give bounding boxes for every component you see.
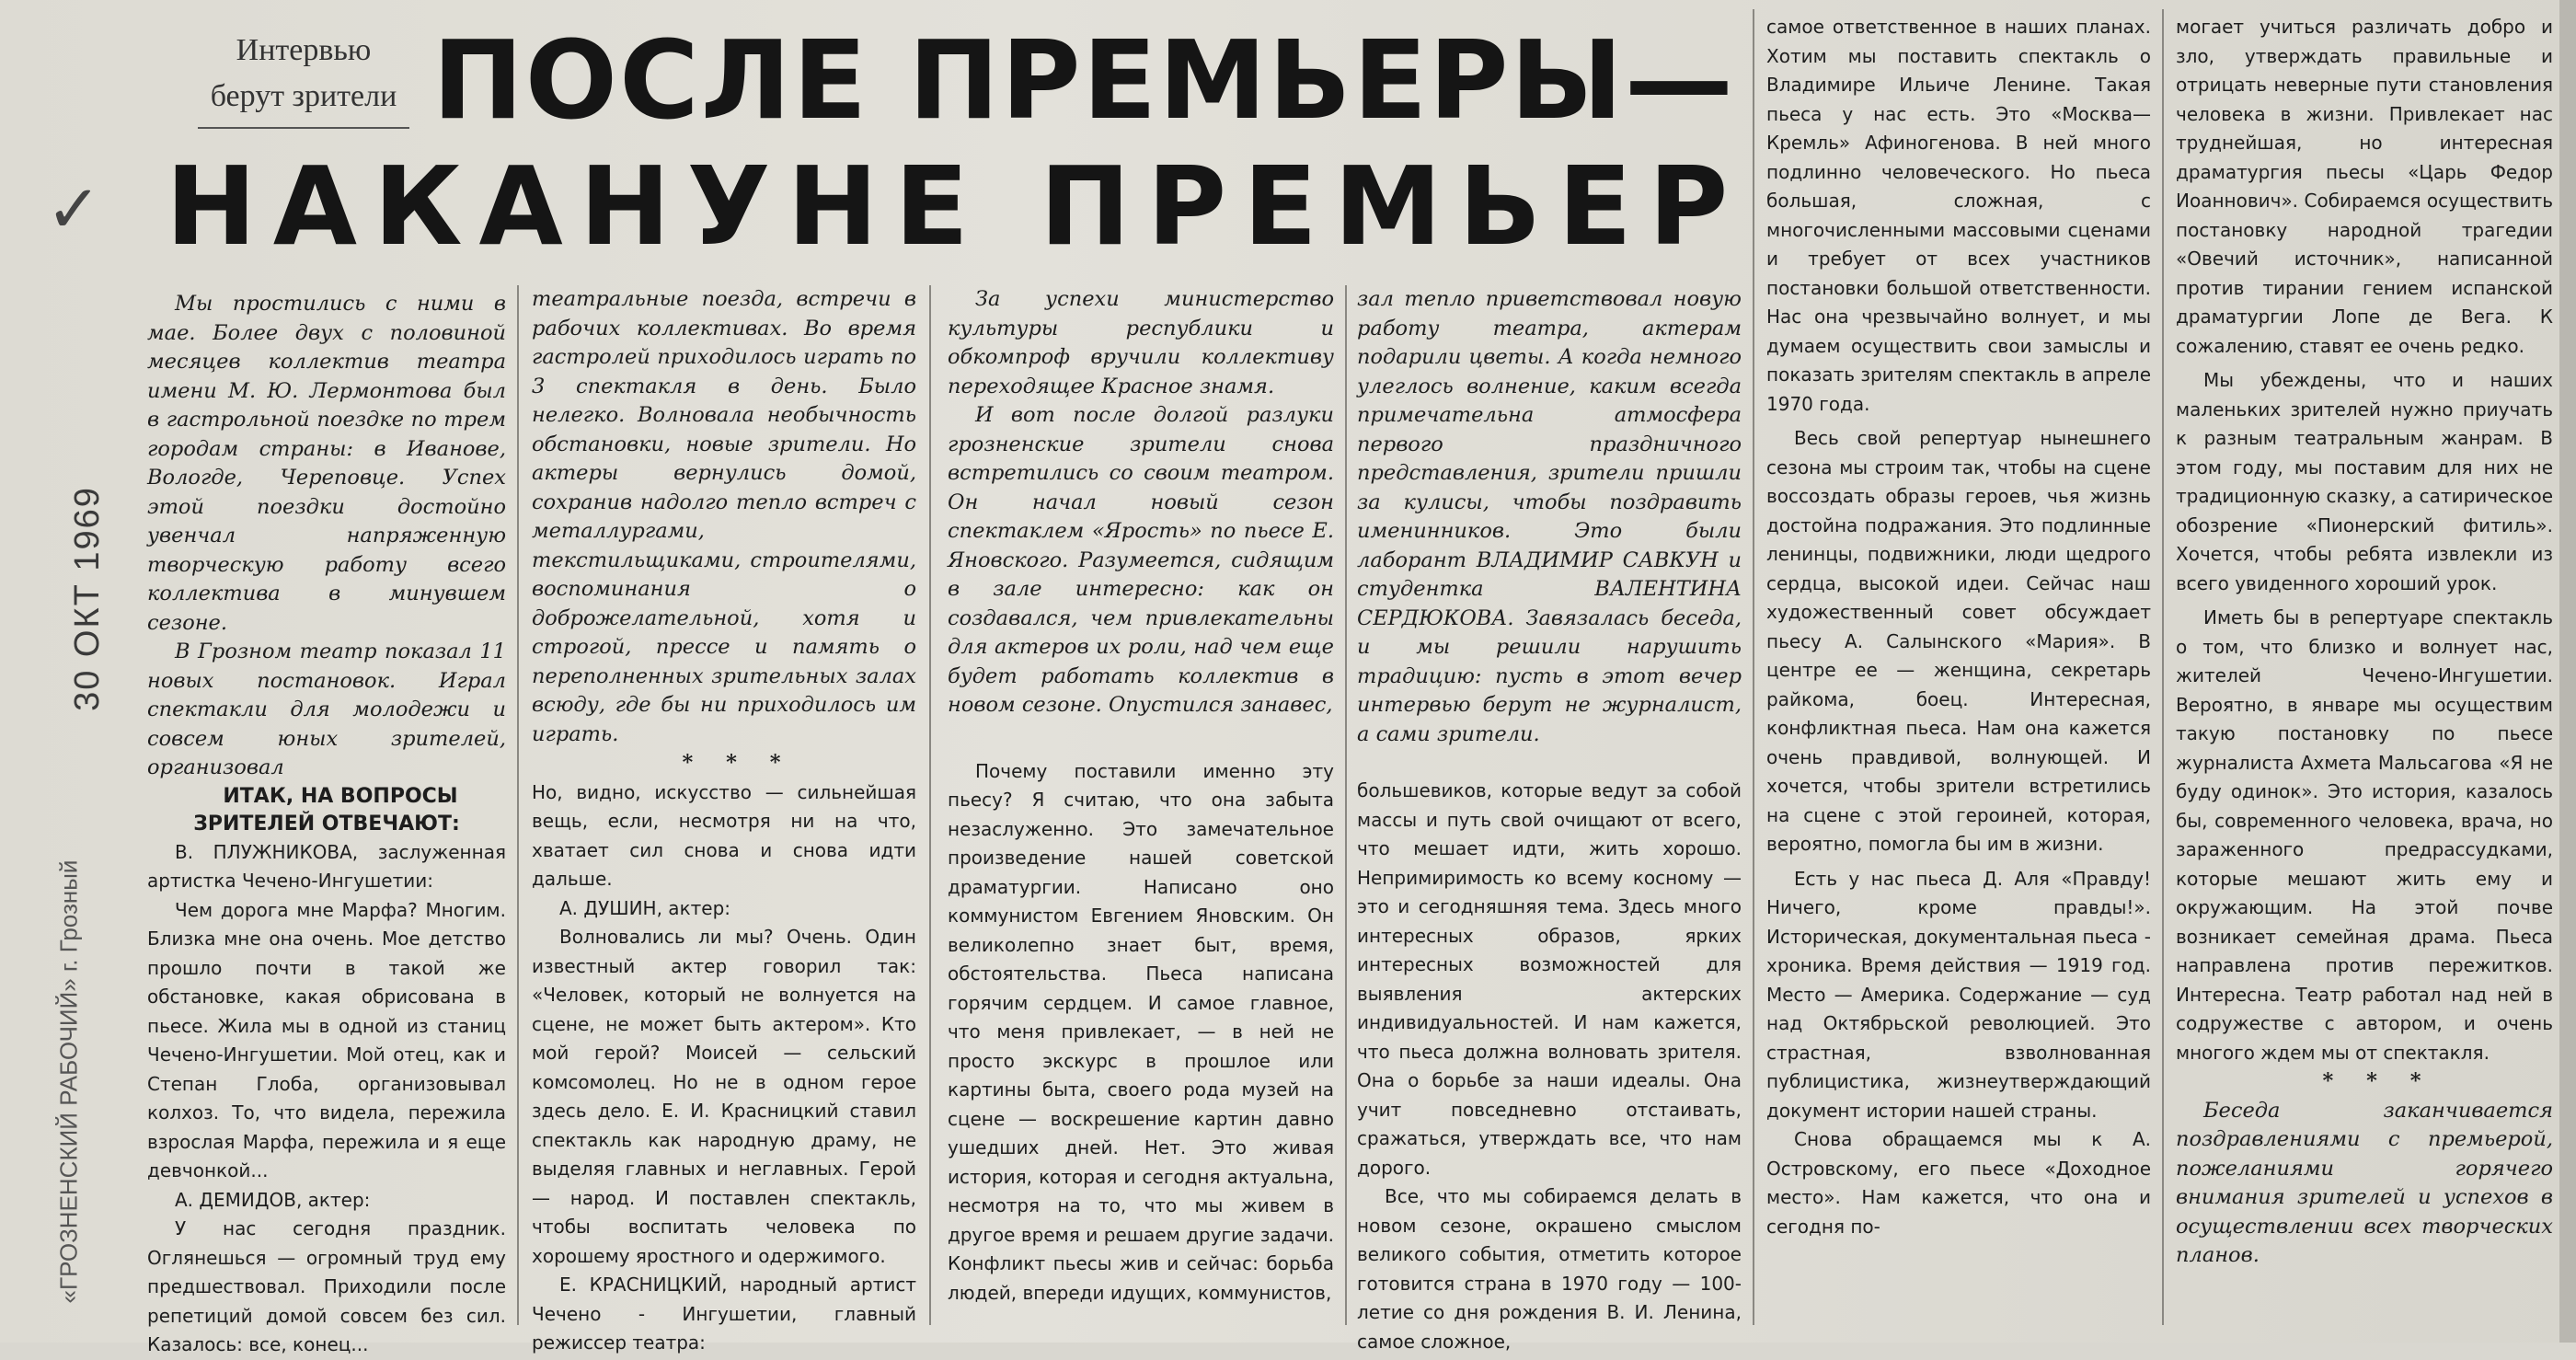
speaker-label: А. ДУШИН, актер: [559,896,731,919]
rubric-underline [198,127,409,129]
paragraph: большевиков, которые ведут за собой массы и путь свой очищают от всего, что мешает идти, жить хорошо. Непримиримость ко всему косному — это и сегодняшняя тема. Здесь много интересных образов, ярких интересных возможностей для выявления актерских индивидуальностей. И нам кажется, что пьеса должна волновать зрителя. Она о борьбе за наши идеалы. Она учит повседневно отстаивать, сражаться, утверждать все, что нам дорого. [1357,779,1742,1179]
section-separator: * * * [682,751,794,775]
source-stamp [28,859,110,1303]
column-divider [517,285,519,1325]
paragraph: У нас сегодня праздник. Оглянешься — огромный труд ему предшествовал. Приходили после репетиций домой совсем без сил. Казалось: все, конец... [147,1217,506,1355]
column-5 [1766,13,2151,1329]
column-divider [1753,9,1754,1325]
rubric [184,28,423,129]
paragraph: Снова обращаемся мы к А. Островскому, его пьесе «Доходное место». Нам кажется, что она и сегодня по- [1766,1128,2151,1238]
paragraph: В Грозном театр показал 11 новых постановок. Играл спектакли для молодежи и совсем юных зрителей, организовал [147,640,506,779]
column-1 [147,290,506,1355]
column-3 [948,285,1334,1330]
rubric-line-2: берут зрители [210,79,397,113]
paragraph: Чем дорога мне Марфа? Многим. Близка мне она очень. Мое детство прошло почти в такой же обстановке, какая обрисована в пьесе. Жила мы в одной из станиц Чечено-Ингушетии. Мой отец, как и Степан Глоба, организовывал колхоз. То, что видела, пережила взрослая Марфа, пережила и я еще девчонкой... [147,898,506,1181]
pencil-check-mark: ✓ [46,170,102,248]
column-6 [2176,13,2553,1329]
paragraph: Мы убеждены, что и наших маленьких зрителей нужно приучать к разным театральным жанрам. В этом году, мы поставим для них не традиционную сказку, а сатирическое обозрение «Пионерский фитиль». Хочется, чтобы ребята извлекли из всего увиденного хороший урок. [2176,369,2553,594]
column-2 [532,285,916,1354]
paragraph: Все, что мы собираемся делать в новом сезоне, окрашено смыслом великого события, отметить которое готовится страна в 1970 году — 100-летие со дня рождения В. И. Ленина, самое сложное, [1357,1185,1742,1353]
paragraph: самое ответственное в наших планах. Хотим мы поставить спектакль о Владимире Ильиче Ленине. Такая пьеса у нас есть. Это «Москва—Кремль» Афиногенова. В ней много подлинно человеческого. Но пьеса большая, сложная, с многочисленными массовыми сценами и требует от всех участников постановки большой ответственности. Нас она чрезвычайно волнует, и мы думаем осуществить свои замыслы и показать зрителям спектакль в апреле 1970 года. [1766,16,2151,415]
paragraph: Есть у нас пьеса Д. Аля «Правду! Ничего, кроме правды!». Историческая, документальная пьеса - хроника. Время действия — 1919 год. Место — Америка. Содержание — суд над Октябрьской революцией. Это страстная, взволнованная публицистика, жизнеутверждающий документ истории нашей страны. [1766,867,2151,1122]
closing-paragraph: Беседа заканчивается поздравлениями с премьерой, пожеланиями горячего внимания зрителей и успехов в осуществлении всех творческих планов. [2176,1098,2553,1267]
paragraph: театральные поезда, встречи в рабочих коллективах. Во время гастролей приходилось играть по 3 спектакля в день. Было нелегко. Волновала необычность обстановки, новые зрители. Но актеры вернулись домой, сохранив надолго тепло встреч с металлургами, текстильщиками, строителями, воспоминания о доброжелательной, хотя и строгой, прессе и память о переполненных зрительных залах всюду, где бы ни приходилось им играть. [532,287,916,746]
source-stamp-text: «ГРОЗНЕНСКИЙ РАБОЧИЙ» г. Грозный [54,859,83,1303]
date-stamp-text: 30 ОКТ 1969 [67,485,107,711]
paragraph: Волновались ли мы? Очень. Один известный актер говорил так: «Человек, который не волнуется на сцене, не может быть актером». Кто мой герой? Моисей — сельский комсомолец. Но не в одном герое здесь дело. Е. И. Красницкий ставил спектакль как народную драму, не выделяя главных и неглавных. Герой — народ. И поставлен спектакль, чтобы воспитать человека по хорошему яростного и одержимого. [532,926,916,1267]
column-4 [1357,285,1742,1353]
paragraph: Но, видно, искусство — сильнейшая вещь, если, несмотря ни на что, хватает сил снова и снова идти дальше. [532,780,916,890]
rubric-line-1: Интервью [236,33,372,67]
speaker-label: Е. КРАСНИЦКИЙ, народный артист Чечено - Ингушетии, главный режиссер театра: [532,1274,916,1354]
clipping-edge [2559,0,2576,1343]
section-separator: * * * [2322,1069,2434,1093]
paragraph: И вот после долгой разлуки грозненские зрители снова встретились со своим театром. Он начал новый сезон спектаклем «Ярость» по пьесе Е. Яновского. Разумеется, сидящим в зале интересно: как он создавался, чем привлекательны для актеров их роли, над чем еще будет работать коллектив в новом сезоне. Опустился занавес, [948,403,1334,717]
date-stamp [37,432,138,764]
speaker-label: А. ДЕМИДОВ, актер: [175,1188,371,1211]
paragraph: Иметь бы в репертуаре спектакль о том, что близко и волнует нас, жителей Чечено-Ингушетии. Вероятно, в январе мы осуществим такую постановку по пьесе журналиста Ахмета Мальсагова «Я не буду одинок». Это история, казалось бы, современного человека, врача, но зараженного предрассудками, которые мешают жить ему и окружающим. На этой почве возникает семейная драма. Пьеса направлена против пережитков. Интересна. Театр работал над ней в содружестве с автором, и очень многого ждем мы от спектакля. [2176,606,2553,1064]
paragraph: могает учиться различать добро и зло, утверждать правильные и отрицать неверные пути становления человека в жизни. Привлекает нас труднейшая, но интересная драматургия пьесы «Царь Федор Иоаннович». Собираемся осуществить постановку народной трагедии «Овечий источник», написанной против тирании гением испанской драматургии Лопе де Вега. К сожалению, ставят ее очень редко. [2176,16,2553,357]
column-divider [1345,285,1347,1325]
speaker-label: В. ПЛУЖНИКОВА, заслуженная артистка Чечено-Ингушетии: [147,840,506,892]
paragraph: зал тепло приветствовал новую работу театра, актерам подарили цветы. А когда немного улеглось волнение, каким всегда примечательна атмосфера первого праздничного представления, зрители пришли за кулисы, чтобы поздравить именинников. Это были лаборант ВЛАДИМИР САВКУН и студентка ВАЛЕНТИНА СЕРДЮКОВА. Завязалась беседа, и мы решили нарушить традицию: пусть в этот вечер интервью берут не журналист, а сами зрители. [1357,287,1742,746]
column-divider [2162,9,2164,1325]
headline-line-1: ПОСЛЕ ПРЕМЬЕРЫ— [432,17,1735,144]
section-heading: ИТАК, НА ВОПРОСЫ ЗРИТЕЛЕЙ ОТВЕЧАЮТ: [193,784,460,836]
intro-paragraph: Мы простились с ними в мае. Более двух с половиной месяцев коллектив театра имени М. Ю. Лермонтова был в гастрольной поездке по трем городам страны: в Иванове, Вологде, Череповце. Успех этой поездки достойно увенчал напряженную творческую работу всего коллектива в минувшем сезоне. [147,292,506,635]
paragraph: Почему поставили именно эту пьесу? Я считаю, что она забыта незаслуженно. Это замечательное произведение нашей советской драматургии. Написано оно коммунистом Евгением Яновским. Он великолепно знает быт, время, обстоятельства. Пьеса написана горячим сердцем. И самое главное, что меня привлекает, — в ней не просто экскурс в прошлое или картины быта, своего рода музей на сцене — воскрешение картин давно ушедших дней. Нет. Это живая история, которая и сегодня актуальна, несмотря на то, что мы живем в другое время и решаем другие задачи. Конфликт пьесы жив и сейчас: борьба людей, впереди идущих, коммунистов, [948,759,1334,1304]
column-divider [929,285,931,1325]
paragraph: За успехи министерство культуры республики и обкомпроф вручили коллективу переходящее Красное знамя. [948,287,1334,398]
headline-line-2: НАКАНУНЕ ПРЕМЬЕР [166,143,1745,270]
paragraph: Весь свой репертуар нынешнего сезона мы строим так, чтобы на сцене воссоздать образы героев, чья жизнь достойна подражания. Это подлинные ленинцы, подвижники, люди щедрого сердца, высокой идеи. Сейчас наш художественный совет обсуждает пьесу А. Салынского «Мария». В центре ее — женщина, секретарь райкома, боец. Интересная, конфликтная пьеса. Нам она кажется очень правдивой, волнующей. И хочется, чтобы зрители встретились на сцене с этой героиней, которая, вероятно, помогла бы им в жизни. [1766,427,2151,855]
